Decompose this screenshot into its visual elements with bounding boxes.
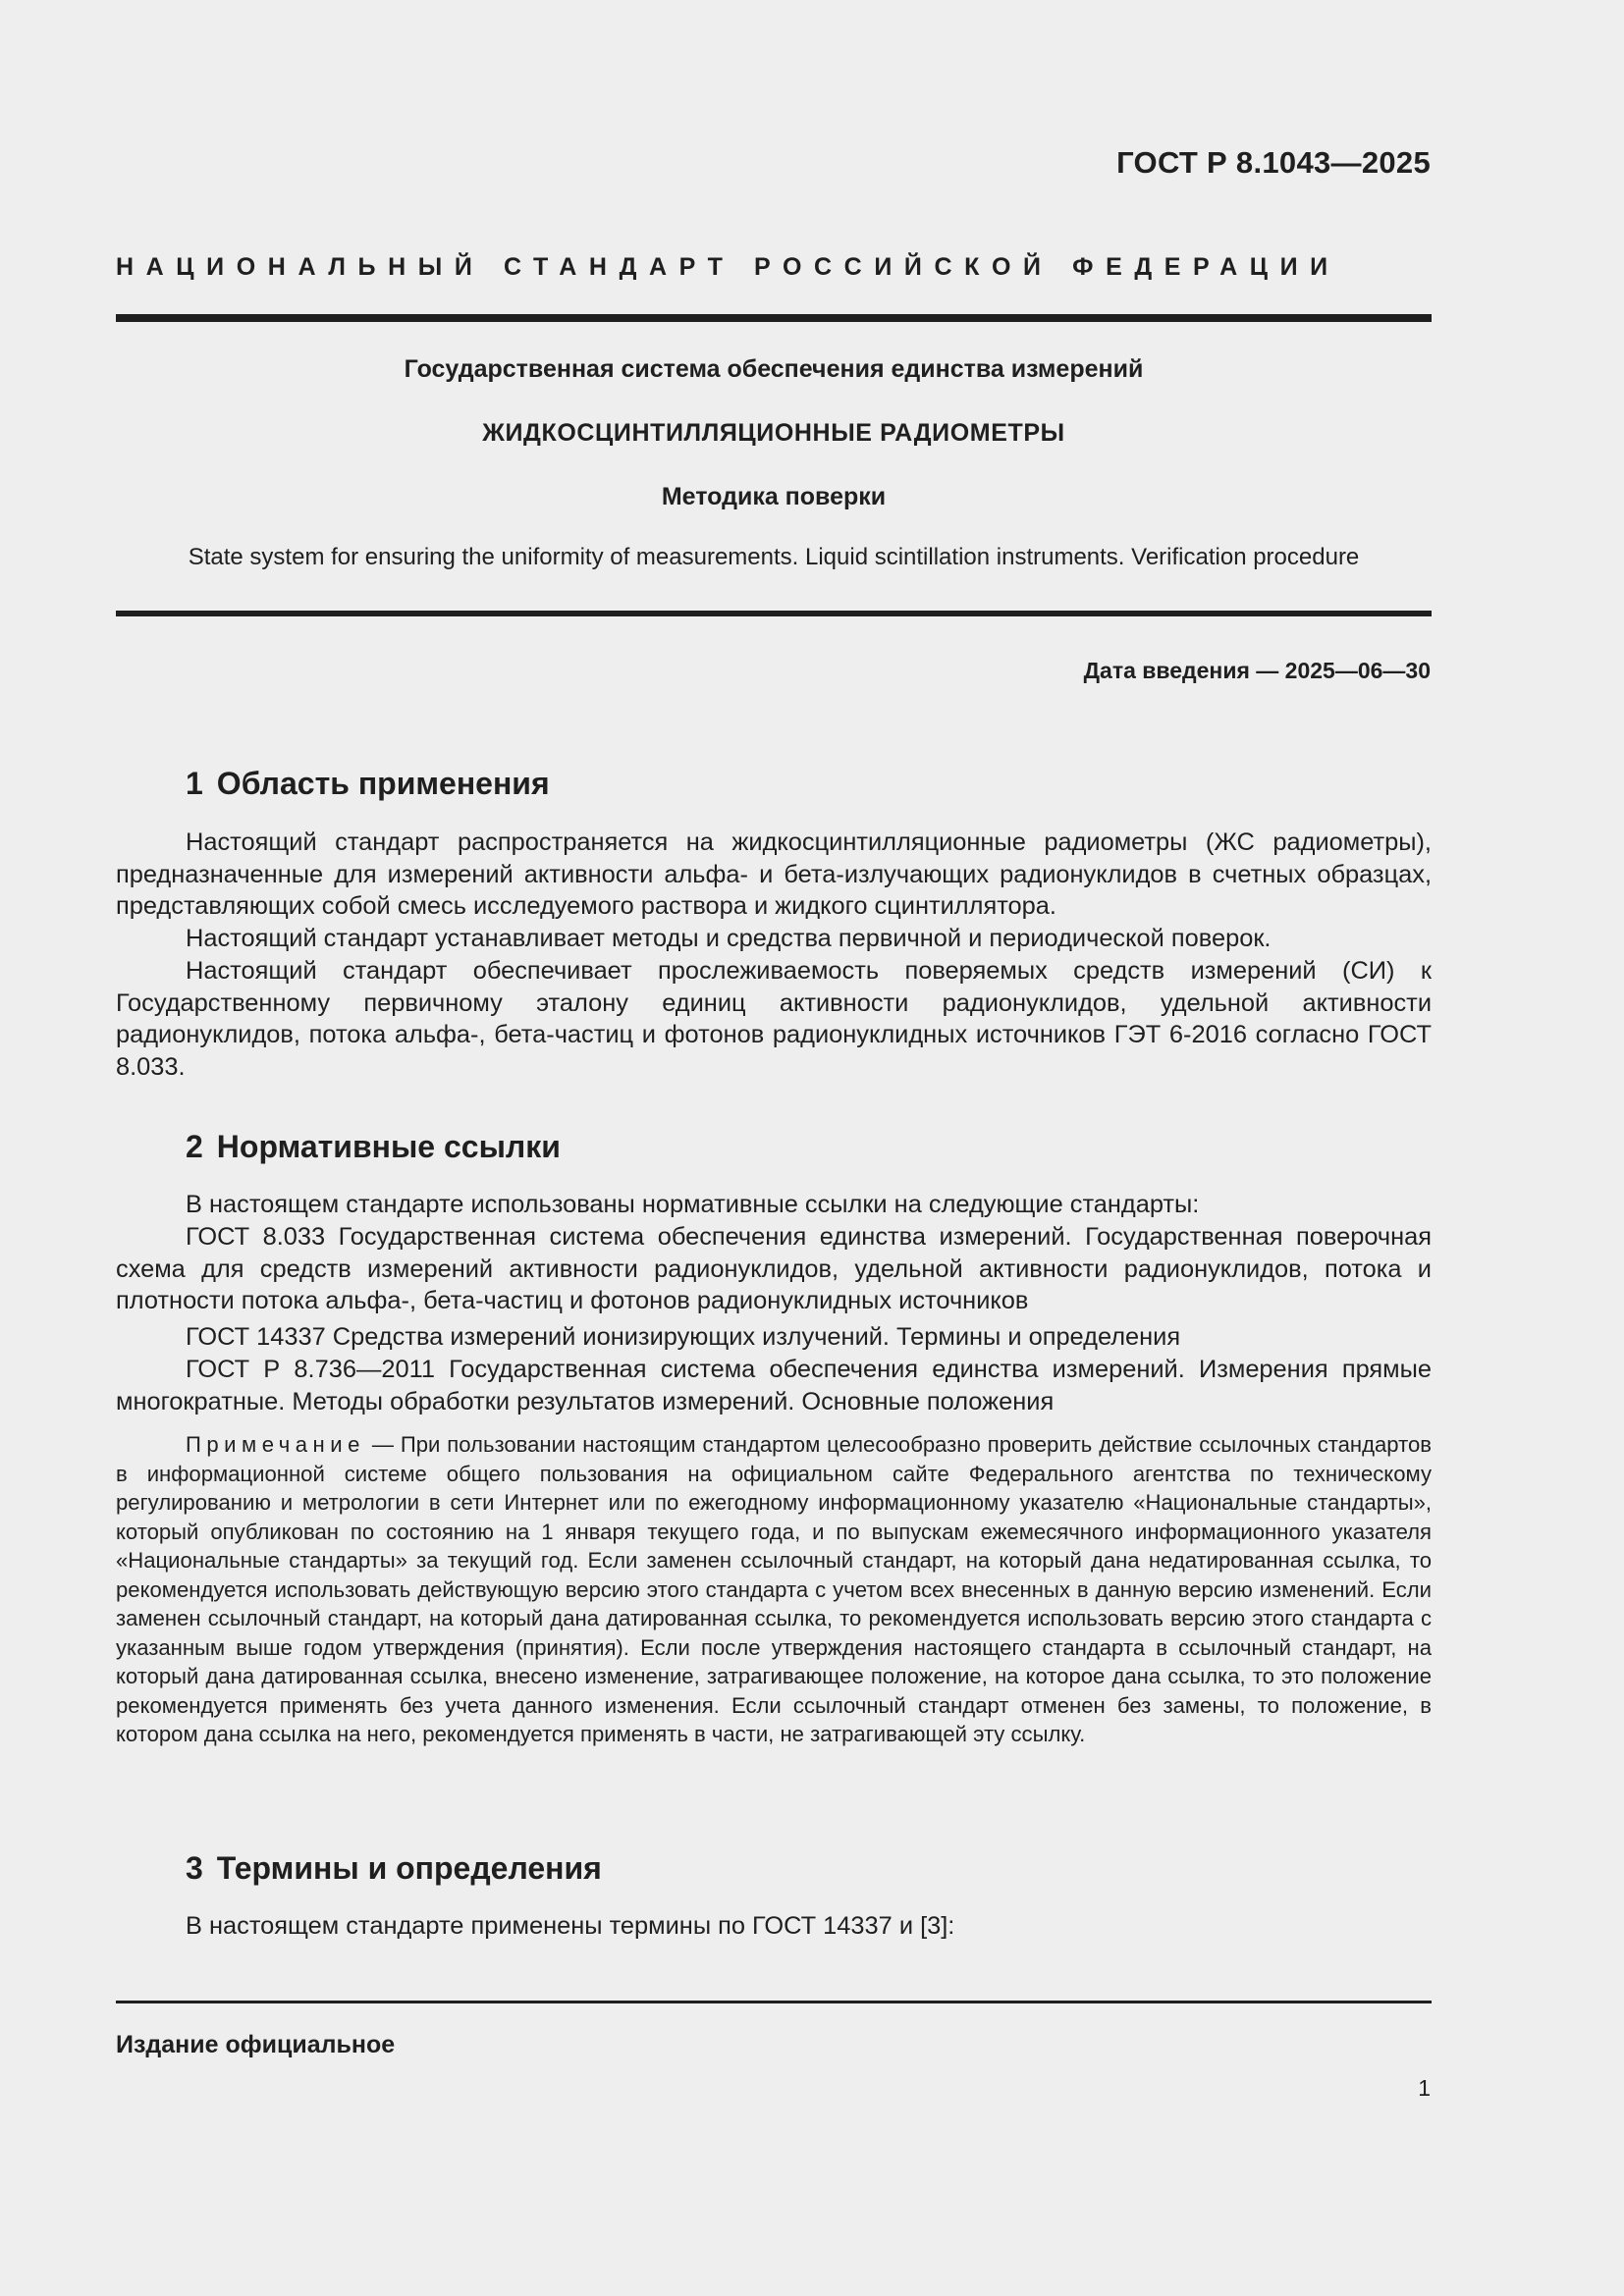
document-title: ЖИДКОСЦИНТИЛЛЯЦИОННЫЕ РАДИОМЕТРЫ — [482, 419, 1065, 447]
section-number: 2 — [186, 1129, 203, 1164]
note-label: Примечание — [186, 1432, 365, 1457]
introduction-date: Дата введения — 2025—06—30 — [1083, 658, 1431, 683]
paragraph: Настоящий стандарт распространяется на жидкосцинтилляционные радиометры (ЖС радиометры), предназначенные для измерений активности альфа- и бета-излучающих радионуклидов в счетных образцах, представляющих собой смесь исследуемого раствора и жидкого сцинтиллятора. — [116, 828, 1432, 920]
top-divider — [116, 314, 1432, 322]
standard-code: ГОСТ Р 8.1043—2025 — [1116, 145, 1431, 180]
page-number: 1 — [1418, 2075, 1431, 2101]
national-standard-banner: НАЦИОНАЛЬНЫЙ СТАНДАРТ РОССИЙСКОЙ ФЕДЕРАЦИИ — [116, 253, 1340, 281]
footer-divider — [116, 2001, 1432, 2003]
system-title: Государственная система обеспечения единства измерений — [404, 355, 1144, 383]
paragraph: Настоящий стандарт устанавливает методы и средства первичной и периодической поверок. — [186, 925, 1272, 952]
section-1-heading — [186, 766, 550, 802]
section-title: Область применения — [216, 766, 550, 801]
section-title: Нормативные ссылки — [216, 1129, 561, 1164]
title-divider — [116, 611, 1432, 616]
english-title: State system for ensuring the uniformity of measurements. Liquid scintillation instruments. Verification procedure — [188, 544, 1360, 570]
paragraph: Настоящий стандарт обеспечивает прослеживаемость поверяемых средств измерений (СИ) к Государственному первичному эталону единиц активности радионуклидов, удельной активности радионуклидов, потока альфа-, бета-частиц и фотонов радионуклидных источников ГЭТ 6-2016 согласно ГОСТ 8.033. — [116, 957, 1432, 1081]
reference-item: ГОСТ 14337 Средства измерений ионизирующих излучений. Термины и определения — [186, 1323, 1181, 1351]
reference-item: ГОСТ Р 8.736—2011 Государственная система обеспечения единства измерений. Измерения прямые многократные. Методы обработки результатов измерений. Основные положения — [116, 1356, 1432, 1415]
paragraph: В настоящем стандарте использованы нормативные ссылки на следующие стандарты: — [186, 1191, 1200, 1218]
note-text: — При пользовании настоящим стандартом целесообразно проверить действие ссылочных стандартов в информационной системе общего пользования на официальном сайте Федерального агентства по техническому регулированию и метрологии в сети Интернет или по ежегодному информационному указателю «Национальные стандарты», который опубликован по состоянию на 1 января текущего года, и по выпускам ежемесячного информационного указателя «Национальные стандарты» за текущий год. Если заменен ссылочный стандарт, на который дана недатированная ссылка, то рекомендуется использовать действующую версию этого стандарта с учетом всех внесенных в данную версию изменений. Если заменен ссылочный стандарт, на который дана датированная ссылка, то рекомендуется использовать версию этого стандарта с указанным выше годом утверждения (принятия). Если после утверждения настоящего стандарта в ссылочный стандарт, на который дана датированная ссылка, внесено изменение, затрагивающее положение, на которое дана ссылка, то это положение рекомендуется применять без учета данного изменения. Если ссылочный стандарт отменен без замены, то положение, в котором дана ссылка на него, рекомендуется применять в части, не затрагивающей эту ссылку. — [116, 1432, 1432, 1746]
section-2-heading — [186, 1129, 561, 1165]
note-block — [116, 1430, 1432, 1749]
document-subtitle: Методика поверки — [661, 483, 887, 510]
paragraph: В настоящем стандарте применены термины по ГОСТ 14337 и [3]: — [186, 1912, 955, 1940]
reference-item: ГОСТ 8.033 Государственная система обеспечения единства измерений. Государственная поверочная схема для средств измерений активности радионуклидов, удельной активности радионуклидов, потока и плотности потока альфа-, бета-частиц и фотонов радионуклидных источников — [116, 1223, 1432, 1314]
official-edition-label: Издание официальное — [116, 2031, 396, 2058]
section-3-heading — [186, 1850, 602, 1887]
section-number: 3 — [186, 1850, 203, 1886]
section-title: Термины и определения — [216, 1850, 602, 1886]
section-number: 1 — [186, 766, 203, 801]
